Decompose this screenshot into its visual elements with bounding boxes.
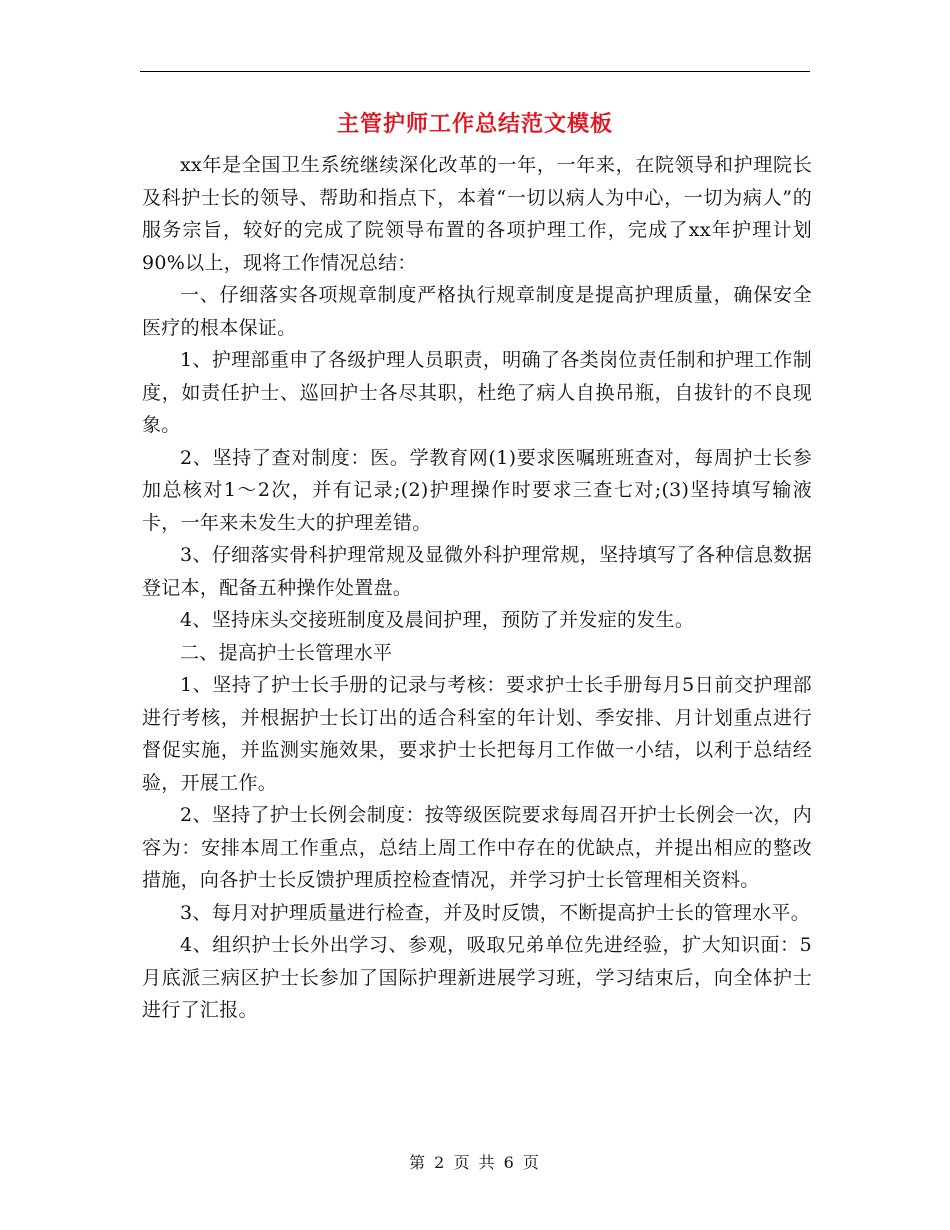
paragraph-2-3: 3、每月对护理质量进行检查，并及时反馈，不断提高护士长的管理水平。 bbox=[180, 901, 810, 924]
section-heading-2: 二、提高护士长管理水平 bbox=[180, 641, 393, 664]
document-title: 主管护师工作总结范文模板 bbox=[336, 111, 613, 137]
paragraph-1-2: 2、坚持了查对制度：医。学教育网(1)要求医嘱班班查对，每周护士长参加总核对1～2次，并有记录;(2)护理操作时要求三查七对;(3)坚持填写输液卡，一年来未发生大的护理差错。 bbox=[142, 446, 812, 534]
paragraph-1-1: 1、护理部重申了各级护理人员职责，明确了各类岗位责任制和护理工作制度，如责任护士、巡回护士各尽其职，杜绝了病人自换吊瓶，自拔针的不良现象。 bbox=[142, 349, 812, 436]
paragraph-2-2: 2、坚持了护士长例会制度：按等级医院要求每周召开护士长例会一次，内容为：安排本周工作重点，总结上周工作中存在的优缺点，并提出相应的整改措施，向各护士长反馈护理质控检查情况，并学习护士长管理相关资料。 bbox=[142, 804, 812, 891]
section-heading-1: 一、仔细落实各项规章制度严格执行规章制度是提高护理质量，确保安全医疗的根本保证。 bbox=[142, 284, 812, 339]
paragraph-1-4: 4、坚持床头交接班制度及晨间护理，预防了并发症的发生。 bbox=[180, 609, 695, 631]
page-number-footer: 第 2 页 共 6 页 bbox=[409, 1153, 541, 1172]
paragraph-2-4: 4、组织护士长外出学习、参观，吸取兄弟单位先进经验，扩大知识面：5月底派三病区护士长参加了国际护理新进展学习班，学习结束后，向全体护士进行了汇报。 bbox=[142, 934, 812, 1021]
document-body bbox=[142, 149, 812, 1027]
header-rule bbox=[140, 71, 810, 72]
paragraph-intro: xx年是全国卫生系统继续深化改革的一年，一年来，在院领导和护理院长及科护士长的领导、帮助和指点下，本着“一切以病人为中心，一切为病人”的服务宗旨，较好的完成了院领导布置的各项护理工作，完成了xx年护理计划90%以上，现将工作情况总结： bbox=[142, 154, 812, 274]
paragraph-1-3: 3、仔细落实骨科护理常规及显微外科护理常规，坚持填写了各种信息数据登记本，配备五种操作处置盘。 bbox=[142, 544, 812, 599]
paragraph-2-1: 1、坚持了护士长手册的记录与考核：要求护士长手册每月5日前交护理部进行考核，并根据护士长订出的适合科室的年计划、季安排、月计划重点进行督促实施，并监测实施效果，要求护士长把每月工作做一小结，以利于总结经验，开展工作。 bbox=[142, 674, 812, 794]
